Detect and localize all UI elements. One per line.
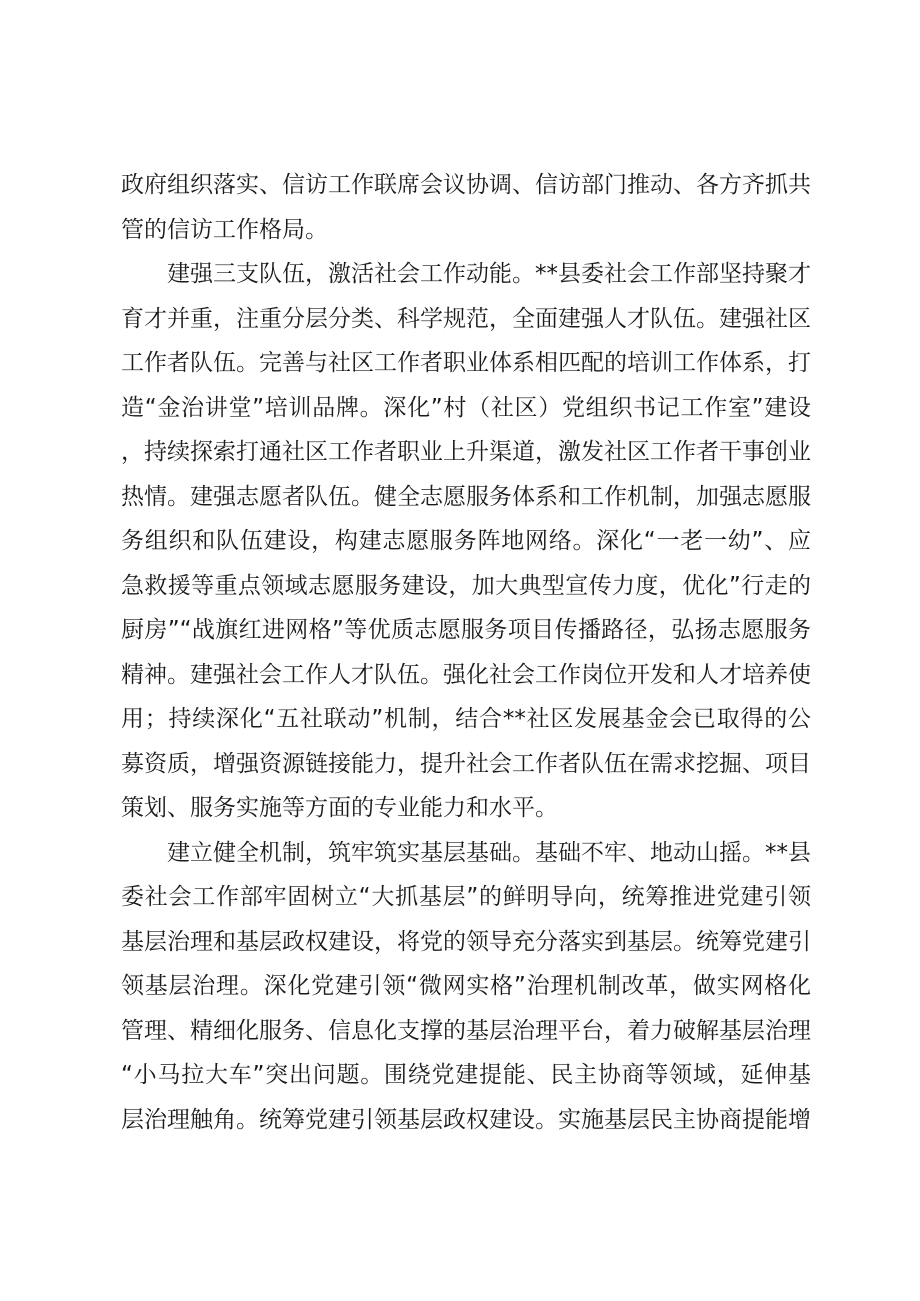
document-body: [121, 163, 811, 1142]
paragraph-three-teams: 建强三支队伍，激活社会工作动能。**县委社会工作部坚持聚才育才并重，注重分层分类、科学规范，全面建强人才队伍。建强社区工作者队伍。完善与社区工作者职业体系相匹配的培训工作体系，打造“金治讲堂”培训品牌。深化”村（社区）党组织书记工作室”建设，持续探索打通社区工作者职业上升渠道，激发社区工作者干事创业热情。建强志愿者队伍。健全志愿服务体系和工作机制，加强志愿服务组织和队伍建设，构建志愿服务阵地网络。深化“一老一幼”、应急救援等重点领域志愿服务建设，加大典型宣传力度，优化”行走的厨房”“战旗红进网格”等优质志愿服务项目传播路径，弘扬志愿服务精神。建强社会工作人才队伍。强化社会工作岗位开发和人才培养使用；持续深化“五社联动”机制，结合**社区发展基金会已取得的公募资质，增强资源链接能力，提升社会工作者队伍在需求挖掘、项目策划、服务实施等方面的专业能力和水平。: [121, 261, 811, 821]
paragraph-continuation: 政府组织落实、信访工作联席会议协调、信访部门推动、各方齐抓共管的信访工作格局。: [121, 172, 811, 243]
paragraph-mechanism: 建立健全机制，筑牢筑实基层基础。基础不牢、地动山摇。**县委社会工作部牢固树立“大抓基层”的鲜明导向，统筹推进党建引领基层治理和基层政权建设，将党的领导充分落实到基层。统筹党建引领基层治理。深化党建引领“微网实格”治理机制改革，做实网格化管理、精细化服务、信息化支撑的基层治理平台，着力破解基层治理“小马拉大车”突出问题。围绕党建提能、民主协商等领域，延伸基层治理触角。统筹党建引领基层政权建设。实施基层民主协商提能增: [121, 839, 811, 1133]
